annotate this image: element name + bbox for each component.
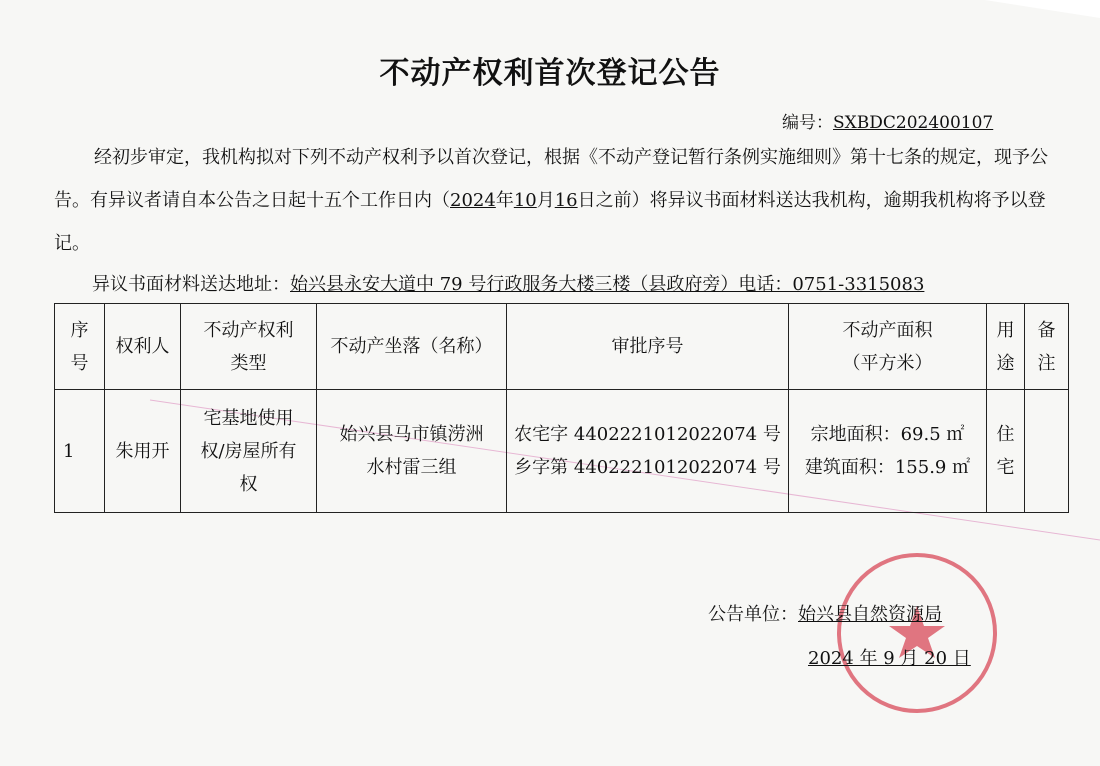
issuer-label: 公告单位： bbox=[708, 604, 798, 625]
cell-note bbox=[1025, 390, 1069, 513]
notice-text-2: 年 bbox=[495, 190, 514, 211]
issuer-value: 始兴县自然资源局 bbox=[798, 604, 942, 625]
header-use: 用 途 bbox=[987, 304, 1025, 390]
notice-text-1: 经初步审定，我机构拟对下列不动产权利予以首次登记，根据《不动产登记暂行条例实施细则》第十七条的规定，现予公告。有异议者请自本公告之日起十五个工作日内（ bbox=[54, 147, 1048, 211]
address-value: 始兴县永安大道中 79 号行政服务大楼三楼（县政府旁）电话：0751-3315083 bbox=[290, 274, 925, 295]
document-number bbox=[782, 108, 993, 133]
objection-address bbox=[92, 270, 924, 296]
table-row bbox=[55, 390, 1069, 513]
notice-text-3: 月 bbox=[536, 190, 555, 211]
header-note: 备 注 bbox=[1025, 304, 1069, 390]
cell-owner: 朱用开 bbox=[105, 390, 181, 513]
cell-use: 住 宅 bbox=[987, 390, 1025, 513]
cell-area: 宗地面积：69.5 ㎡ 建筑面积：155.9 ㎡ bbox=[789, 390, 987, 513]
notice-paragraph bbox=[54, 136, 1064, 265]
header-right-type: 不动产权利 类型 bbox=[181, 304, 317, 390]
deadline-day: 16 bbox=[554, 190, 578, 211]
table-header-row bbox=[55, 304, 1069, 390]
header-approval: 审批序号 bbox=[507, 304, 789, 390]
notice-text-4: 日之前）将异议书面材料送达我机构，逾期我机构将予以登记。 bbox=[54, 190, 1046, 254]
issuer bbox=[708, 600, 942, 626]
official-seal bbox=[832, 548, 1002, 718]
header-seq: 序 号 bbox=[55, 304, 105, 390]
document-number-value: SXBDC202400107 bbox=[833, 113, 994, 133]
registration-table bbox=[54, 303, 1069, 513]
cell-location: 始兴县马市镇涝洲 水村雷三组 bbox=[317, 390, 507, 513]
address-label: 异议书面材料送达地址： bbox=[92, 274, 290, 295]
header-location: 不动产坐落（名称） bbox=[317, 304, 507, 390]
deadline-year: 2024 bbox=[450, 190, 496, 211]
cell-seq: 1 bbox=[55, 390, 105, 513]
issue-date: 2024 年 9 月 20 日 bbox=[808, 648, 971, 669]
page-title: 不动产权利首次登记公告 bbox=[379, 56, 721, 91]
cell-approval: 农宅字 4402221012022074 号 乡字第 4402221012022074 号 bbox=[507, 390, 789, 513]
header-owner: 权利人 bbox=[105, 304, 181, 390]
document-number-label: 编号： bbox=[782, 113, 833, 133]
cell-right-type: 宅基地使用 权/房屋所有 权 bbox=[181, 390, 317, 513]
deadline-month: 10 bbox=[513, 190, 537, 211]
header-area: 不动产面积 （平方米） bbox=[789, 304, 987, 390]
